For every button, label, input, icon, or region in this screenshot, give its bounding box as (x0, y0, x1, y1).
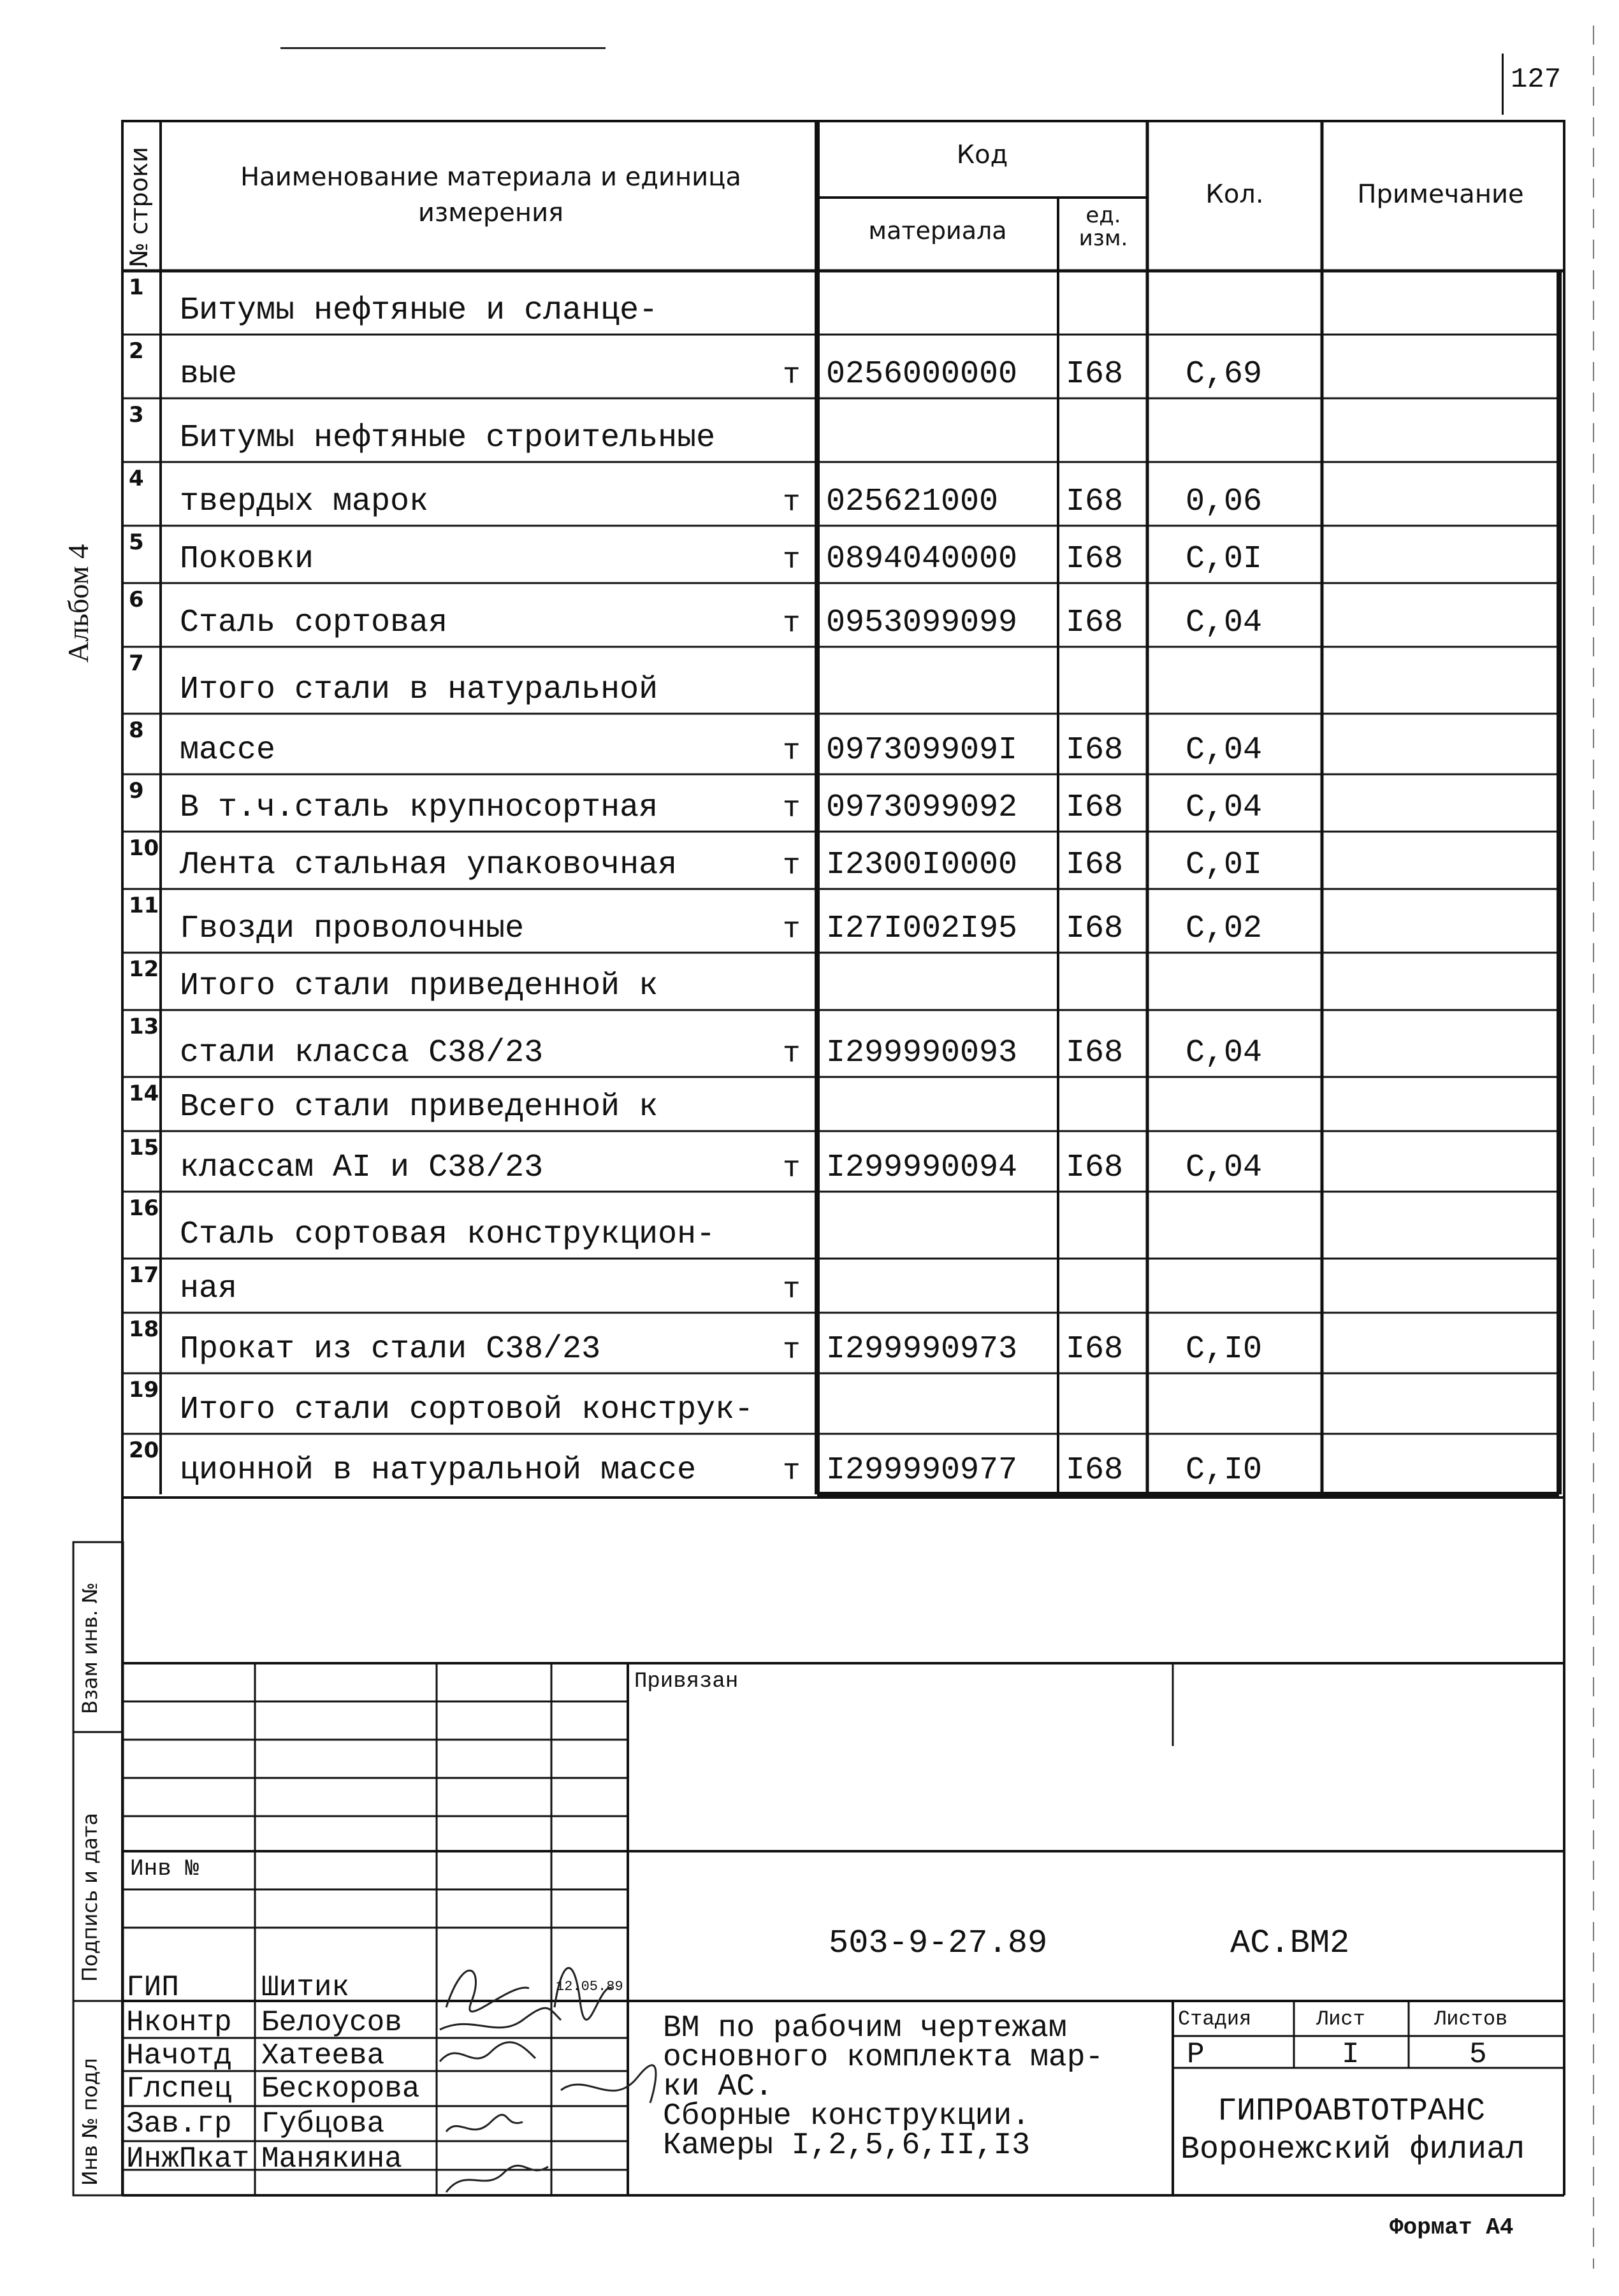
row-number: 19 (129, 1377, 159, 1403)
stamp-person-name: Шитик (261, 1971, 350, 2004)
row-name: твердых марок (180, 484, 429, 520)
album-label: Альбом 4 (62, 544, 94, 663)
row-name: Итого стали сортовой конструк- (180, 1392, 754, 1428)
row-unit: т (783, 607, 801, 640)
row-number: 18 (129, 1317, 159, 1342)
row-number: 11 (129, 893, 159, 918)
stamp-privyazan: Привязан (634, 1670, 739, 1694)
stamp-person-name: Губцова (261, 2107, 385, 2141)
row-unit: т (783, 544, 801, 577)
row-number: 4 (129, 466, 144, 491)
signature-nachotd (440, 2042, 535, 2061)
stamp-sheet-label: Лист (1316, 2007, 1365, 2031)
row-unit: т (783, 359, 801, 392)
row-unit-code: I68 (1066, 1035, 1124, 1071)
row-number: 1 (129, 275, 144, 300)
row-code: 0894040000 (826, 541, 1018, 577)
row-unit: т (783, 792, 801, 825)
row-qty: C,02 (1186, 911, 1263, 947)
row-qty: 0,06 (1186, 484, 1263, 520)
row-qty: C,04 (1186, 790, 1263, 826)
row-unit-code: I68 (1066, 790, 1124, 826)
stamp-title-line: ВМ по рабочим чертежам (663, 2011, 1067, 2046)
row-code: I299990977 (826, 1452, 1018, 1489)
row-unit: т (783, 1455, 801, 1488)
stamp-stage-label: Стадия (1178, 2007, 1252, 2031)
row-number: 20 (129, 1438, 159, 1463)
row-number: 5 (129, 530, 144, 555)
row-name: Гвозди проволочные (180, 911, 525, 947)
stamp-sig-date: 12.05.89 (556, 1979, 623, 1995)
row-name: Лента стальная упаковочная (180, 847, 678, 883)
stamp-title-line: основного комплекта мар- (663, 2040, 1104, 2075)
row-unit-code: I68 (1066, 356, 1124, 393)
stamp-title-line: Сборные конструкции. (663, 2099, 1031, 2134)
stamp-stage: Р (1187, 2038, 1205, 2071)
signature-zavgr (446, 2115, 523, 2132)
stamp-person-name: Хатеева (261, 2039, 385, 2072)
row-name: Сталь сортовая конструкцион- (180, 1217, 716, 1253)
row-unit-code: I68 (1066, 847, 1124, 883)
row-qty: C,69 (1186, 356, 1263, 393)
row-code: 0953099099 (826, 605, 1018, 641)
row-number: 8 (129, 718, 144, 743)
row-unit-code: I68 (1066, 1150, 1124, 1186)
stamp-title-line: ки АС. (663, 2070, 773, 2104)
stamp-role: Нконтр (126, 2006, 232, 2039)
row-unit: т (783, 1334, 801, 1367)
row-number: 3 (129, 402, 144, 428)
row-number: 10 (129, 835, 159, 861)
stamp-org1: ГИПРОАВТОТРАНС (1217, 2093, 1486, 2130)
signature-inzh (446, 2165, 548, 2192)
row-qty: C,04 (1186, 605, 1263, 641)
stamp-sheet: I (1342, 2038, 1360, 2071)
row-unit-code: I68 (1066, 1452, 1124, 1489)
row-qty: C,04 (1186, 732, 1263, 769)
stamp-role: Зав.гр (126, 2107, 232, 2141)
header-code: Код (956, 140, 1008, 170)
header-code-material: материала (868, 217, 1007, 245)
row-code: I299990093 (826, 1035, 1018, 1071)
row-name: классам АI и С38/23 (180, 1150, 544, 1186)
row-name: массе (180, 732, 276, 769)
row-number: 16 (129, 1195, 159, 1221)
row-number: 14 (129, 1081, 159, 1106)
stamp-role: Начотд (126, 2039, 232, 2072)
row-number: 2 (129, 338, 144, 364)
row-name: Прокат из стали С38/23 (180, 1331, 601, 1368)
header-name: Наименование материала и единица измерения (240, 162, 741, 227)
header-qty: Кол. (1205, 180, 1264, 209)
row-name: Поковки (180, 541, 314, 577)
stamp-role: ГИП (126, 1971, 179, 2004)
row-qty: C,0I (1186, 847, 1263, 883)
row-number: 7 (129, 651, 144, 676)
stamp-person-name: Бескорова (261, 2072, 420, 2105)
row-unit: т (783, 913, 801, 946)
row-code: 0973099092 (826, 790, 1018, 826)
row-code: I299990094 (826, 1150, 1018, 1186)
row-number: 9 (129, 778, 144, 804)
row-code: 0256000000 (826, 356, 1018, 393)
row-code: I299990973 (826, 1331, 1018, 1368)
stamp-title-line: Камеры I,2,5,6,II,I3 (663, 2128, 1031, 2163)
side-label-vzam: Взам инв. № (78, 1582, 102, 1714)
side-label-podpis: Подпись и дата (78, 1812, 102, 1982)
row-unit: т (783, 849, 801, 883)
stamp-sheets-label: Листов (1434, 2007, 1508, 2031)
row-number: 6 (129, 587, 144, 612)
row-number: 15 (129, 1135, 159, 1160)
row-unit-code: I68 (1066, 911, 1124, 947)
row-number: 13 (129, 1014, 159, 1039)
row-qty: C,0I (1186, 541, 1263, 577)
signature-nkontr (440, 2008, 561, 2030)
header-code-unit: ед. изм. (1078, 203, 1128, 251)
page-number: 127 (1511, 64, 1562, 96)
row-qty: C,I0 (1186, 1331, 1263, 1368)
row-code: 097309909I (826, 732, 1018, 769)
row-qty: C,04 (1186, 1035, 1263, 1071)
row-unit-code: I68 (1066, 541, 1124, 577)
stamp-mark: АС.ВМ2 (1230, 1924, 1350, 1962)
row-name: Итого стали в натуральной (180, 672, 658, 708)
row-name: ционной в натуральной массе (180, 1452, 697, 1489)
stamp-org2: Воронежский филиал (1180, 2132, 1525, 2168)
row-name: ная (180, 1271, 238, 1307)
row-name: вые (180, 356, 238, 393)
header-note: Примечание (1357, 180, 1524, 209)
row-code: I27I002I95 (826, 911, 1018, 947)
row-code: I2300I0000 (826, 847, 1018, 883)
header-row-no: № строки (125, 147, 153, 268)
stamp-role: Глспец (126, 2072, 232, 2105)
row-unit: т (783, 1273, 801, 1306)
row-unit: т (783, 1037, 801, 1071)
row-unit-code: I68 (1066, 484, 1124, 520)
row-code: 025621000 (826, 484, 999, 520)
row-unit: т (783, 735, 801, 768)
row-name: Битумы нефтяные и сланце- (180, 292, 658, 329)
signature-glspec (561, 2065, 656, 2103)
stamp-inv-no: Инв № (130, 1856, 200, 1882)
row-unit: т (783, 486, 801, 519)
row-unit-code: I68 (1066, 605, 1124, 641)
row-unit-code: I68 (1066, 1331, 1124, 1368)
side-label-inv: Инв № подл (78, 2058, 102, 2186)
format-label: Формат А4 (1390, 2214, 1514, 2241)
row-name: Сталь сортовая (180, 605, 448, 641)
row-name: Всего стали приведенной к (180, 1089, 658, 1125)
row-name: стали класса С38/23 (180, 1035, 544, 1071)
row-qty: C,04 (1186, 1150, 1263, 1186)
row-name: В т.ч.сталь крупносортная (180, 790, 658, 826)
row-unit-code: I68 (1066, 732, 1124, 769)
stamp-role: ИнжПкат (126, 2142, 250, 2176)
stamp-person-name: Манякина (261, 2142, 402, 2176)
row-number: 12 (129, 957, 159, 982)
row-qty: C,I0 (1186, 1452, 1263, 1489)
row-unit: т (783, 1152, 801, 1185)
stamp-person-name: Белоусов (261, 2006, 402, 2039)
row-number: 17 (129, 1262, 159, 1288)
stamp-doc-code: 503-9-27.89 (829, 1924, 1048, 1962)
row-name: Битумы нефтяные строительные (180, 420, 716, 456)
stamp-sheets: 5 (1469, 2038, 1487, 2071)
row-name: Итого стали приведенной к (180, 968, 658, 1004)
